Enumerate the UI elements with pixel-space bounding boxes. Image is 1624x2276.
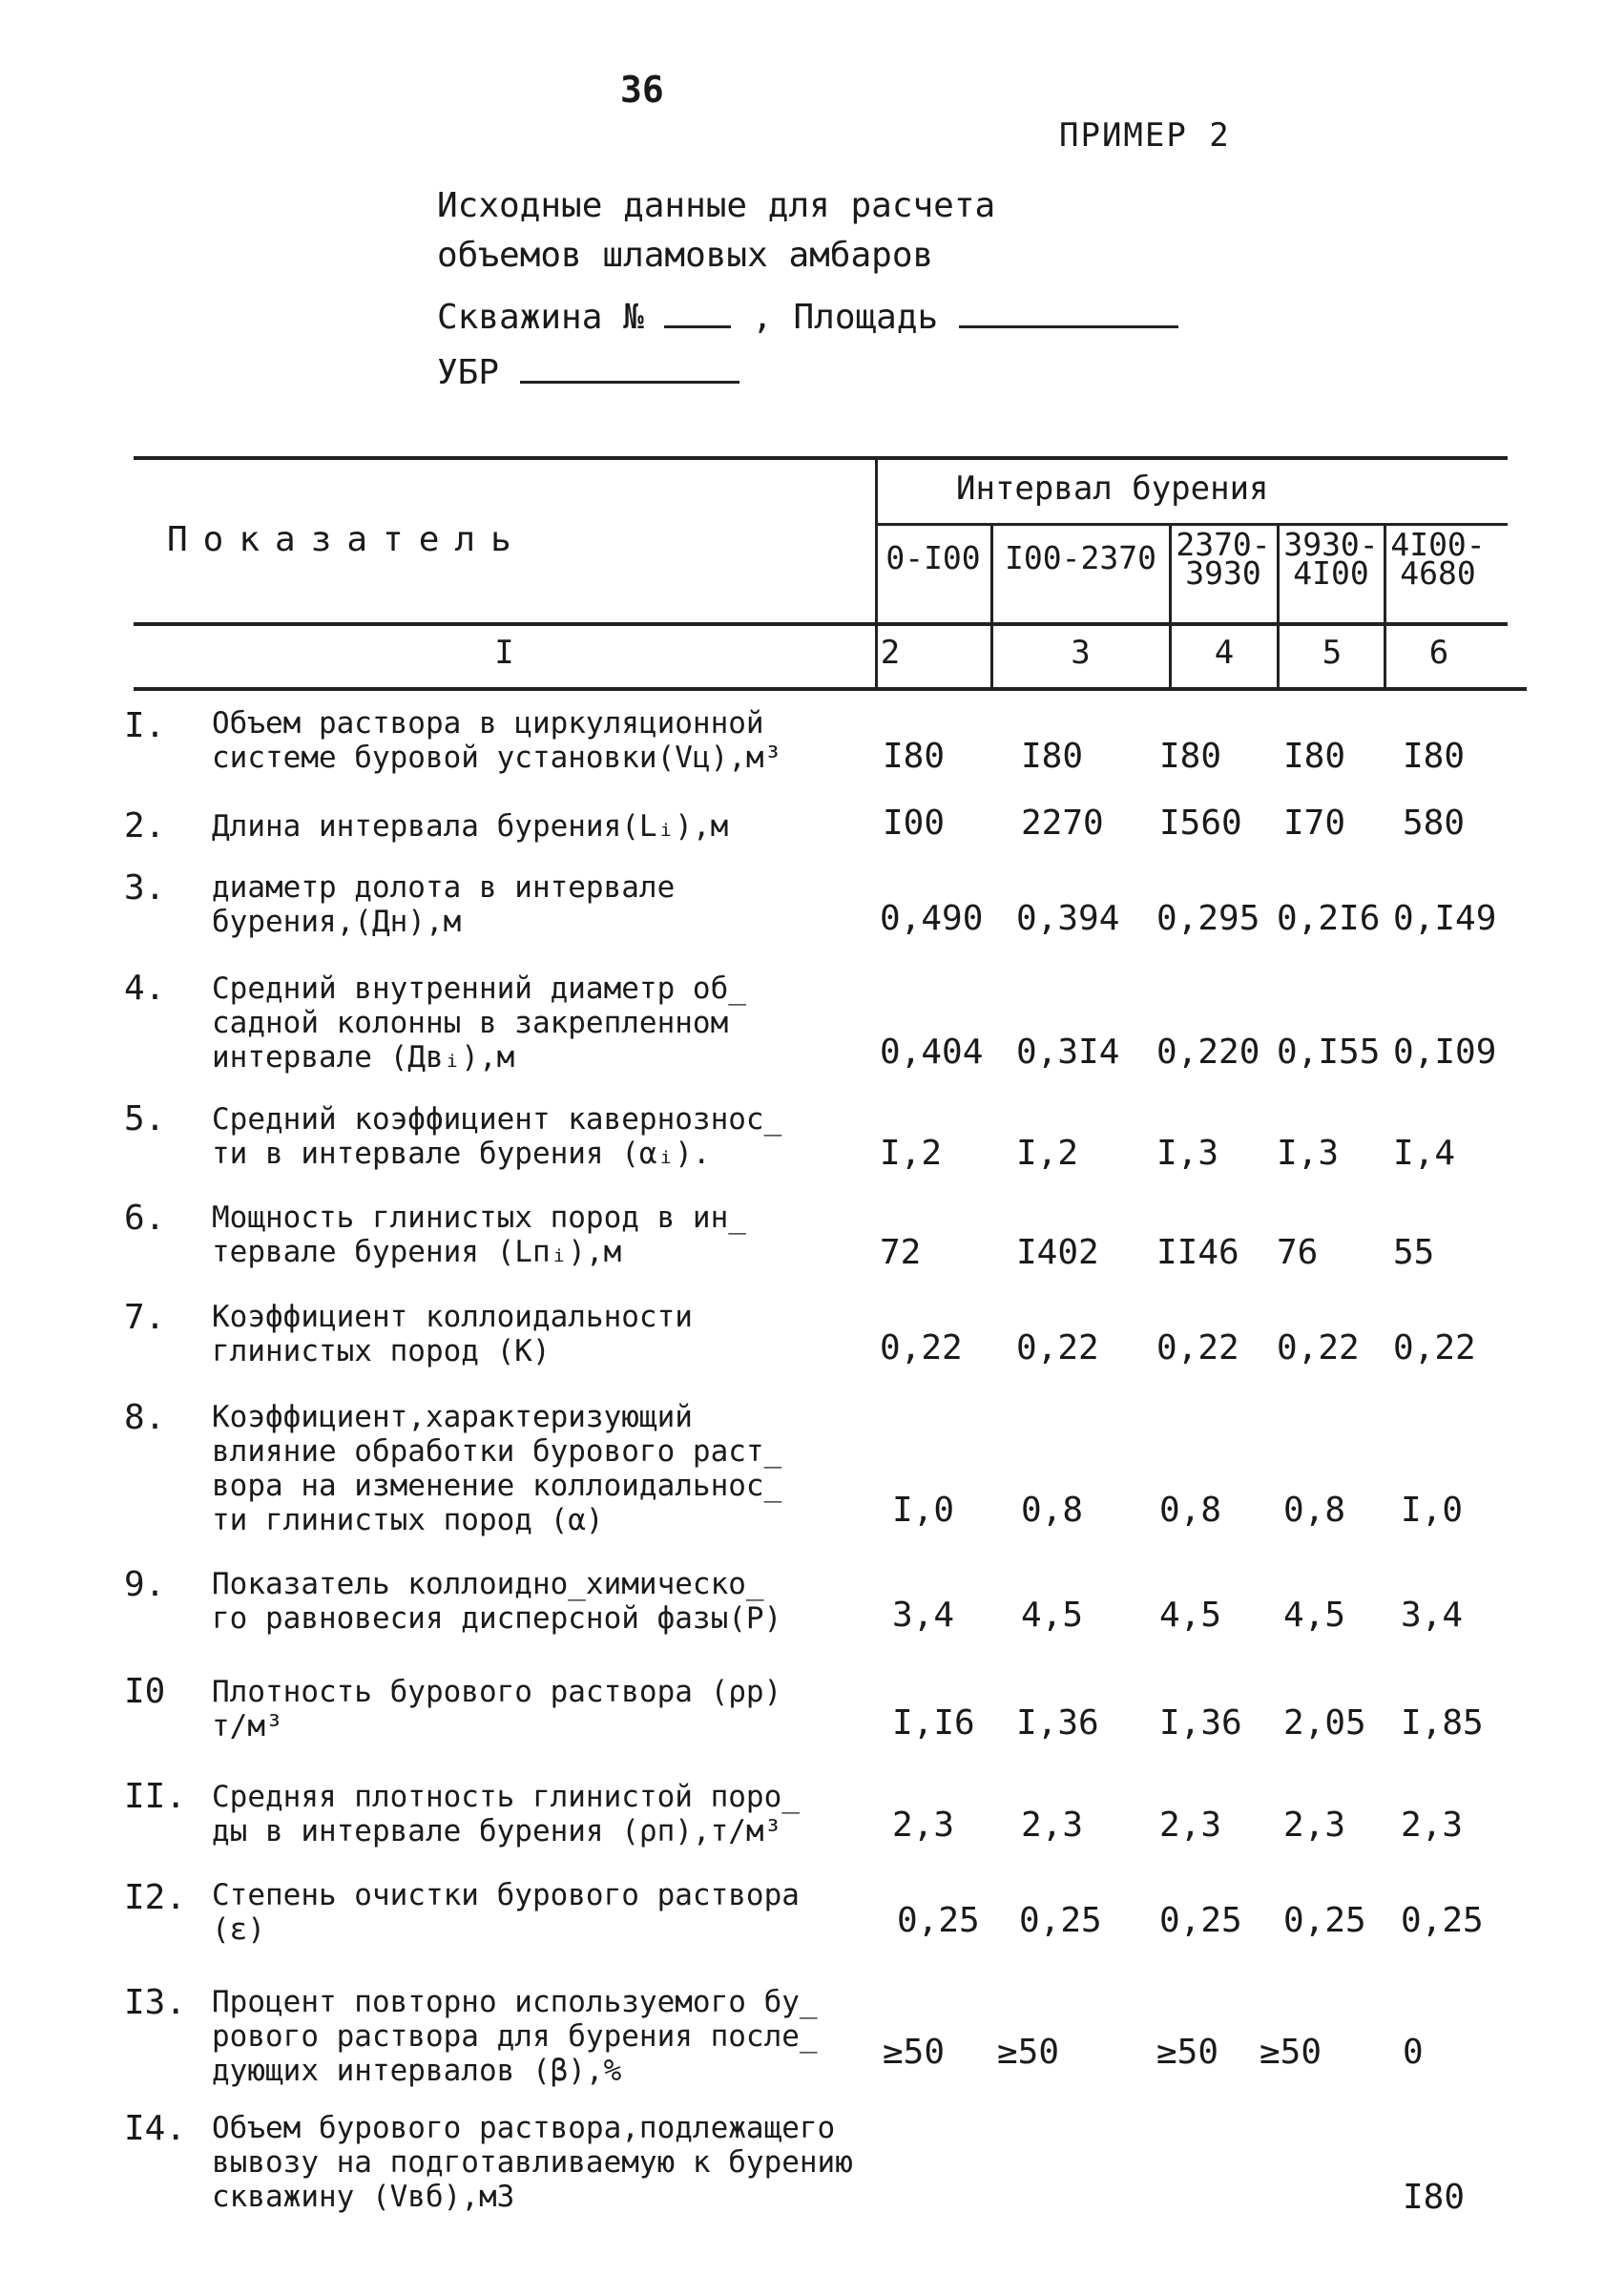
row-label: Плотность бурового раствора (ρр) т/м³ — [212, 1675, 782, 1744]
row-value-col3: I,2 — [1016, 1134, 1079, 1173]
row-label: Объем раствора в циркуляционной системе буровой установки(Vц),м³ — [212, 706, 782, 775]
row-value-col4: 0,22 — [1156, 1328, 1239, 1368]
row-number: II. — [124, 1777, 187, 1816]
range-header-2: I00-2370 — [1005, 539, 1156, 576]
row-value-col3: 4,5 — [1021, 1596, 1084, 1635]
row-value-col6: 580 — [1403, 804, 1466, 843]
column-number-5: 5 — [1322, 634, 1343, 672]
row-label: Коэффициент,характеризующий влияние обработки бурового раст_ вора на изменение коллоидальнос_ ти глинистых пород (α) — [212, 1400, 782, 1537]
row-value-col4: I,3 — [1156, 1134, 1219, 1173]
row-label: диаметр долота в интервале бурения,(Дн),м — [212, 870, 676, 939]
range-header-1: 0-I00 — [885, 539, 981, 576]
row-value-col4: 2,3 — [1159, 1806, 1222, 1845]
row-number: 2. — [124, 806, 166, 846]
row-value-col5: 0,2I6 — [1277, 899, 1381, 938]
row-value-col4: 0,220 — [1156, 1033, 1260, 1072]
range-header-3: 2370-3930 — [1176, 526, 1271, 592]
row-value-col6: 0,I49 — [1393, 899, 1497, 938]
row-value-col6: 0 — [1403, 2033, 1424, 2072]
row-number: 7. — [124, 1298, 166, 1337]
row-value-col4: 0,295 — [1156, 899, 1260, 938]
row-label: Процент повторно используемого бу_ рового раствора для бурения после_ дующих интервалов (β),% — [212, 1985, 818, 2088]
row-value-col4: 4,5 — [1159, 1596, 1222, 1635]
column-header-interval: Интервал бурения — [956, 470, 1269, 508]
well-area-line — [437, 298, 1178, 337]
page-number: 36 — [620, 69, 664, 111]
row-number: 3. — [124, 868, 166, 908]
row-value-col2: 2,3 — [892, 1806, 955, 1845]
row-value-col6: 55 — [1393, 1233, 1435, 1272]
row-value-col3: 0,25 — [1019, 1901, 1102, 1940]
row-number: I3. — [124, 1983, 187, 2022]
row-value-col5: 76 — [1277, 1233, 1319, 1272]
row-label: Длина интервала бурения(Lᵢ),м — [212, 809, 729, 844]
row-value-col5: 4,5 — [1283, 1596, 1346, 1635]
well-number-blank — [664, 325, 731, 328]
area-label: , Площадь — [752, 298, 939, 337]
row-value-col5: I,3 — [1277, 1134, 1340, 1173]
row-value-col5: I70 — [1283, 804, 1346, 843]
row-number: 4. — [124, 969, 166, 1008]
row-value-col2: 0,490 — [880, 899, 984, 938]
row-value-col2: I80 — [883, 737, 946, 776]
appendix-label: ПРИМЕР 2 — [1059, 116, 1231, 155]
row-value-col5: I80 — [1283, 737, 1346, 776]
row-value-col2: I,0 — [892, 1491, 955, 1530]
table-colnum-rule — [134, 687, 1527, 691]
column-number-3: 3 — [1071, 634, 1091, 672]
range-header-5: 4I00-4680 — [1390, 526, 1486, 592]
row-value-col6: 3,4 — [1401, 1596, 1464, 1635]
row-value-col3: 2270 — [1021, 804, 1104, 843]
row-value-col2: 0,404 — [880, 1033, 984, 1072]
row-value-col6: 0,22 — [1393, 1328, 1476, 1368]
ubr-label: УБР — [437, 353, 500, 392]
well-label: Скважина № — [437, 298, 644, 337]
ubr-blank — [520, 381, 739, 384]
row-value-col3: I402 — [1016, 1233, 1099, 1272]
row-number: I0 — [124, 1672, 166, 1711]
row-value-col3: I,36 — [1016, 1703, 1099, 1743]
row-number: 9. — [124, 1565, 166, 1604]
row-value-col4: I,36 — [1159, 1703, 1242, 1743]
row-value-col4: 0,25 — [1159, 1901, 1242, 1940]
column-number-2: 2 — [880, 634, 901, 672]
row-value-col5: 0,I55 — [1277, 1033, 1381, 1072]
row-value-col2: I,I6 — [892, 1703, 975, 1743]
row-value-col6: I,4 — [1393, 1134, 1456, 1173]
row-value-col6: 2,3 — [1401, 1806, 1464, 1845]
row-number: I4. — [124, 2109, 187, 2148]
row-number: I2. — [124, 1878, 187, 1917]
row-label: Средний внутренний диаметр об_ садной колонны в закрепленном интервале (Двᵢ),м — [212, 971, 746, 1075]
row-label: Коэффициент коллоидальности глинистых пород (К) — [212, 1300, 693, 1368]
row-value-col6: I80 — [1403, 737, 1466, 776]
row-value-col4: I80 — [1159, 737, 1222, 776]
column-number-1: I — [494, 634, 514, 672]
area-blank — [959, 325, 1178, 328]
row-value-col6: 0,25 — [1401, 1901, 1484, 1940]
row-value-col4: 0,8 — [1159, 1491, 1222, 1530]
row-value-col2: 0,22 — [880, 1328, 963, 1368]
row-number: 6. — [124, 1199, 166, 1238]
row-value-col3: ≥50 — [997, 2033, 1060, 2072]
row-value-col3: 0,3I4 — [1016, 1033, 1120, 1072]
title-line-1: Исходные данные для расчета — [437, 186, 996, 225]
row-value-col5: ≥50 — [1260, 2033, 1322, 2072]
row-value-col5: 2,3 — [1283, 1806, 1346, 1845]
column-number-6: 6 — [1428, 634, 1449, 672]
row-value-col2: 3,4 — [892, 1596, 955, 1635]
row-value-col3: 0,22 — [1016, 1328, 1099, 1368]
row-value-col6: I,0 — [1401, 1491, 1464, 1530]
row-value-col2: I00 — [883, 804, 946, 843]
row-value-col6: 0,I09 — [1393, 1033, 1497, 1072]
row-value-col2: 0,25 — [897, 1901, 980, 1940]
row-number: 8. — [124, 1398, 166, 1437]
row-label: Объем бурового раствора,подлежащего вывозу на подготавливаемую к бурению скважину (Vвб),м3 — [212, 2111, 853, 2214]
row-value-col6: I80 — [1403, 2178, 1466, 2217]
document-title — [437, 181, 995, 281]
row-value-col2: ≥50 — [883, 2033, 946, 2072]
row-value-col2: 72 — [880, 1233, 922, 1272]
table-header-rule — [134, 622, 1508, 626]
row-value-col5: 2,05 — [1283, 1703, 1366, 1743]
ubr-line — [437, 353, 739, 392]
row-number: I. — [124, 706, 166, 745]
row-number: 5. — [124, 1099, 166, 1138]
column-header-parameter: Показатель — [167, 520, 527, 559]
column-number-4: 4 — [1214, 634, 1235, 672]
row-value-col5: 0,8 — [1283, 1491, 1346, 1530]
row-value-col3: 0,8 — [1021, 1491, 1084, 1530]
row-value-col3: I80 — [1021, 737, 1084, 776]
row-value-col3: 0,394 — [1016, 899, 1120, 938]
row-value-col4: ≥50 — [1156, 2033, 1219, 2072]
row-value-col5: 0,22 — [1277, 1328, 1360, 1368]
row-value-col4: I560 — [1159, 804, 1242, 843]
table-top-rule — [134, 456, 1508, 460]
row-value-col3: 2,3 — [1021, 1806, 1084, 1845]
row-value-col4: II46 — [1156, 1233, 1239, 1272]
row-label: Показатель коллоидно_химическо_ го равновесия дисперсной фазы(Р) — [212, 1567, 782, 1636]
row-label: Средний коэффициент кавернознос_ ти в интервале бурения (αᵢ). — [212, 1102, 782, 1171]
range-header-4: 3930-4I00 — [1283, 526, 1379, 592]
title-line-2: объемов шламовых амбаров — [437, 236, 934, 275]
row-label: Степень очистки бурового раствора (ε) — [212, 1878, 800, 1947]
row-value-col2: I,2 — [880, 1134, 943, 1173]
row-value-col5: 0,25 — [1283, 1901, 1366, 1940]
row-label: Средняя плотность глинистой поро_ ды в интервале бурения (ρп),т/м³ — [212, 1780, 800, 1848]
row-label: Мощность глинистых пород в ин_ тервале бурения (Lпᵢ),м — [212, 1201, 746, 1269]
row-value-col6: I,85 — [1401, 1703, 1484, 1743]
